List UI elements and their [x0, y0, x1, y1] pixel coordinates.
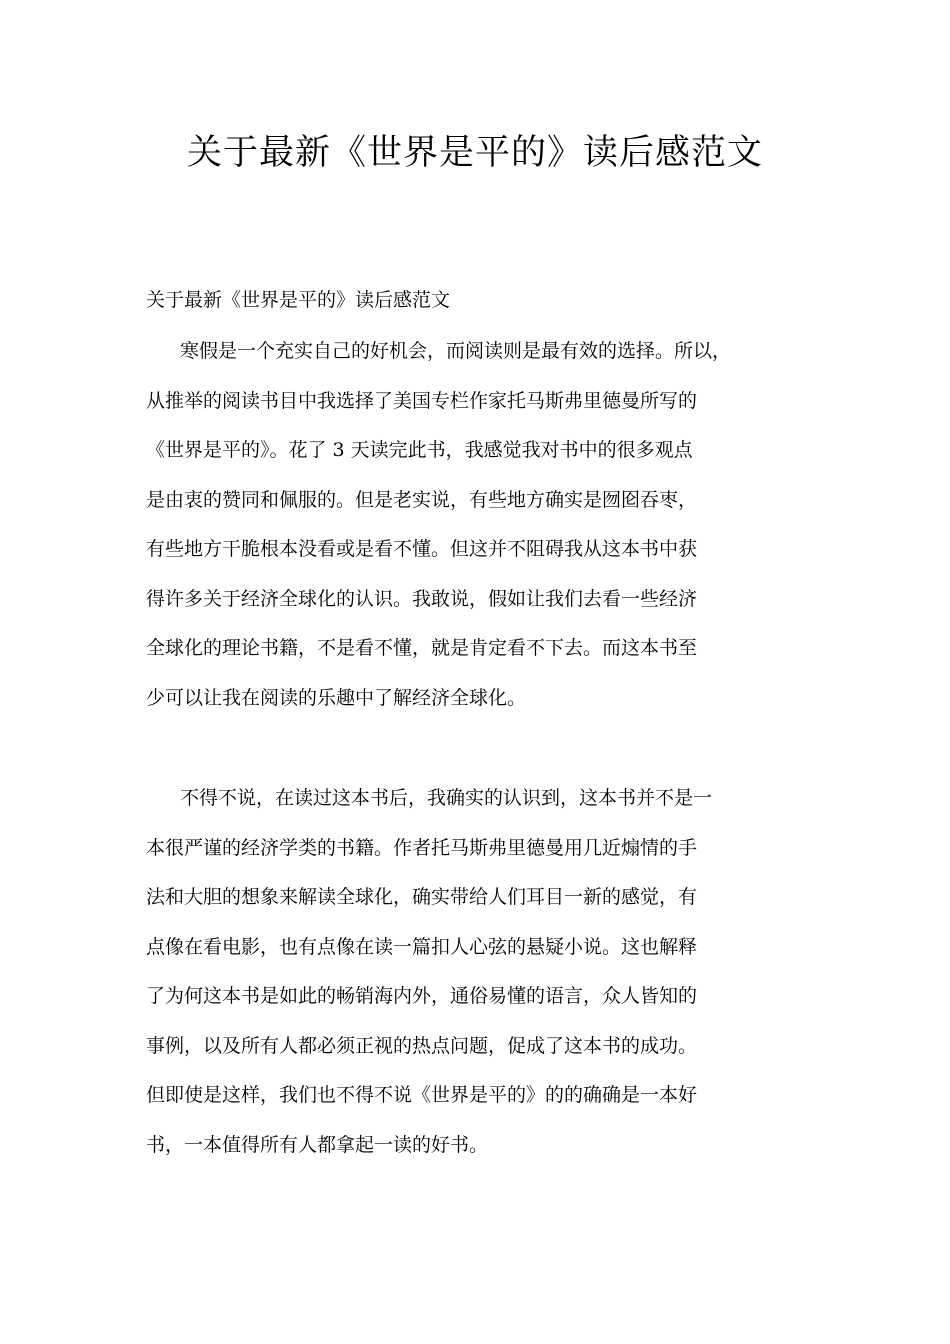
- paragraph-line: 法和大胆的想象来解读全球化，确实带给人们耳目一新的感觉，有: [146, 886, 698, 908]
- paragraph-line: 《世界是平的》。花了 3 天读完此书，我感觉我对书中的很多观点: [146, 439, 693, 461]
- paragraph-line: 不得不说，在读过这本书后，我确实的认识到，这本书并不是一: [180, 787, 713, 809]
- paragraph-line: 了为何这本书是如此的畅销海内外，通俗易懂的语言，众人皆知的: [146, 985, 698, 1007]
- paragraph-line: 全球化的理论书籍，不是看不懂，就是肯定看不下去。而这本书至: [146, 637, 698, 659]
- paragraph-line: 是由衷的赞同和佩服的。但是老实说，有些地方确实是囫囵吞枣，: [146, 488, 698, 511]
- paragraph-line: 得许多关于经济全球化的认识。我敢说，假如让我们去看一些经济: [146, 587, 698, 610]
- paragraph-line: 寒假是一个充实自己的好机会，而阅读则是最有效的选择。所以，: [180, 340, 732, 362]
- paragraph-line: 有些地方干脆根本没看或是看不懂。但这并不阻碍我从这本书中获: [146, 538, 698, 560]
- paragraph-line: 书，一本值得所有人都拿起一读的好书。: [146, 1133, 489, 1156]
- paragraph-line: 从推举的阅读书目中我选择了美国专栏作家托马斯弗里德曼所写的: [146, 389, 698, 412]
- paragraph-line: 本很严谨的经济学类的书籍。作者托马斯弗里德曼用几近煽情的手: [146, 836, 698, 859]
- document-title: 关于最新《世界是平的》读后感范文: [186, 133, 763, 173]
- paragraph-2: [146, 782, 826, 1178]
- paragraph-line: 事例，以及所有人都必须正视的热点问题，促成了这本书的成功。: [146, 1034, 698, 1057]
- paragraph-line: 点像在看电影，也有点像在读一篇扣人心弦的悬疑小说。这也解释: [146, 935, 698, 958]
- paragraph-line: 但即使是这样，我们也不得不说《世界是平的》的的确确是一本好: [146, 1084, 698, 1106]
- paragraph-1: [146, 335, 826, 731]
- paragraph-line: 少可以让我在阅读的乐趣中了解经济全球化。: [146, 686, 527, 709]
- document-subtitle: 关于最新《世界是平的》读后感范文: [146, 289, 451, 311]
